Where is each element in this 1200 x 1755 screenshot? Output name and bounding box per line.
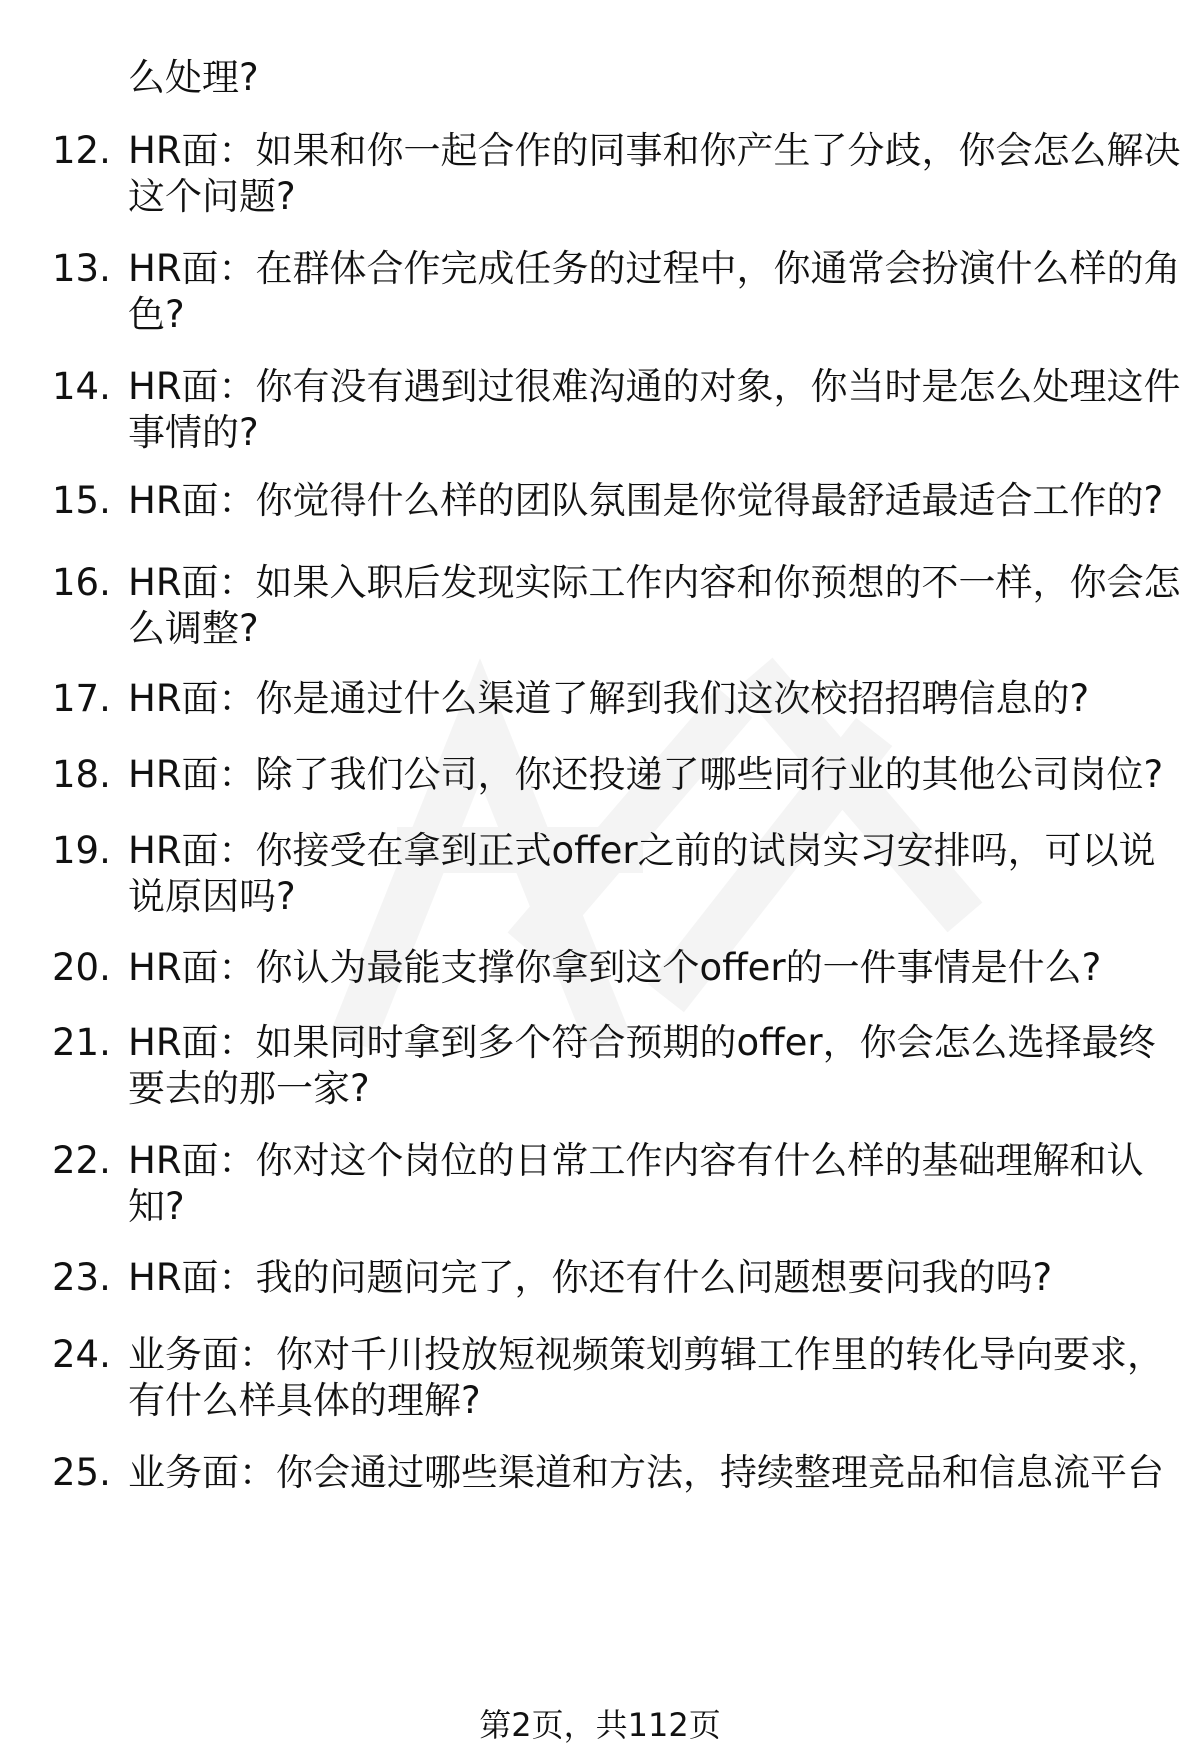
question-number: 20. — [52, 946, 111, 989]
question-number: 19. — [52, 829, 111, 872]
question-text: 事情的? — [128, 411, 259, 454]
question-text: 么调整? — [128, 607, 259, 650]
question-number: 14. — [52, 365, 111, 408]
question-text: 这个问题? — [128, 175, 296, 218]
question-text: 有什么样具体的理解? — [128, 1379, 481, 1422]
question-number: 12. — [52, 129, 111, 172]
question-number: 23. — [52, 1256, 111, 1299]
question-number: 13. — [52, 247, 111, 290]
question-number: 21. — [52, 1021, 111, 1064]
question-text: HR面：在群体合作完成任务的过程中，你通常会扮演什么样的角 — [128, 247, 1181, 290]
question-text: HR面：你认为最能支撑你拿到这个offer的一件事情是什么? — [128, 946, 1102, 989]
question-text: HR面：除了我们公司，你还投递了哪些同行业的其他公司岗位? — [128, 753, 1164, 796]
question-text: 业务面：你对千川投放短视频策划剪辑工作里的转化导向要求， — [128, 1333, 1164, 1376]
question-text: HR面：你有没有遇到过很难沟通的对象，你当时是怎么处理这件 — [128, 365, 1181, 408]
question-text: 业务面：你会通过哪些渠道和方法，持续整理竞品和信息流平台 — [128, 1451, 1164, 1494]
question-number: 22. — [52, 1139, 111, 1182]
question-number: 18. — [52, 753, 111, 796]
question-text: 说原因吗? — [128, 875, 296, 918]
continuation-text: 么处理? — [128, 56, 259, 99]
question-text: HR面：你觉得什么样的团队氛围是你觉得最舒适最适合工作的? — [128, 479, 1164, 522]
question-text: 色? — [128, 293, 185, 336]
question-number: 16. — [52, 561, 111, 604]
question-text: HR面：你是通过什么渠道了解到我们这次校招招聘信息的? — [128, 677, 1090, 720]
question-text: HR面：如果同时拿到多个符合预期的offer，你会怎么选择最终 — [128, 1021, 1156, 1064]
question-text: HR面：我的问题问完了，你还有什么问题想要问我的吗? — [128, 1256, 1053, 1299]
question-number: 24. — [52, 1333, 111, 1376]
page-footer: 第2页，共112页 — [479, 1706, 721, 1744]
question-text: HR面：如果入职后发现实际工作内容和你预想的不一样，你会怎 — [128, 561, 1181, 604]
question-text: 知? — [128, 1185, 185, 1228]
question-text: 要去的那一家? — [128, 1067, 370, 1110]
question-number: 25. — [52, 1451, 111, 1494]
question-number: 17. — [52, 677, 111, 720]
question-text: HR面：你接受在拿到正式offer之前的试岗实习安排吗，可以说 — [128, 829, 1156, 872]
question-text: HR面：如果和你一起合作的同事和你产生了分歧，你会怎么解决 — [128, 129, 1181, 172]
question-text: HR面：你对这个岗位的日常工作内容有什么样的基础理解和认 — [128, 1139, 1144, 1182]
question-number: 15. — [52, 479, 111, 522]
